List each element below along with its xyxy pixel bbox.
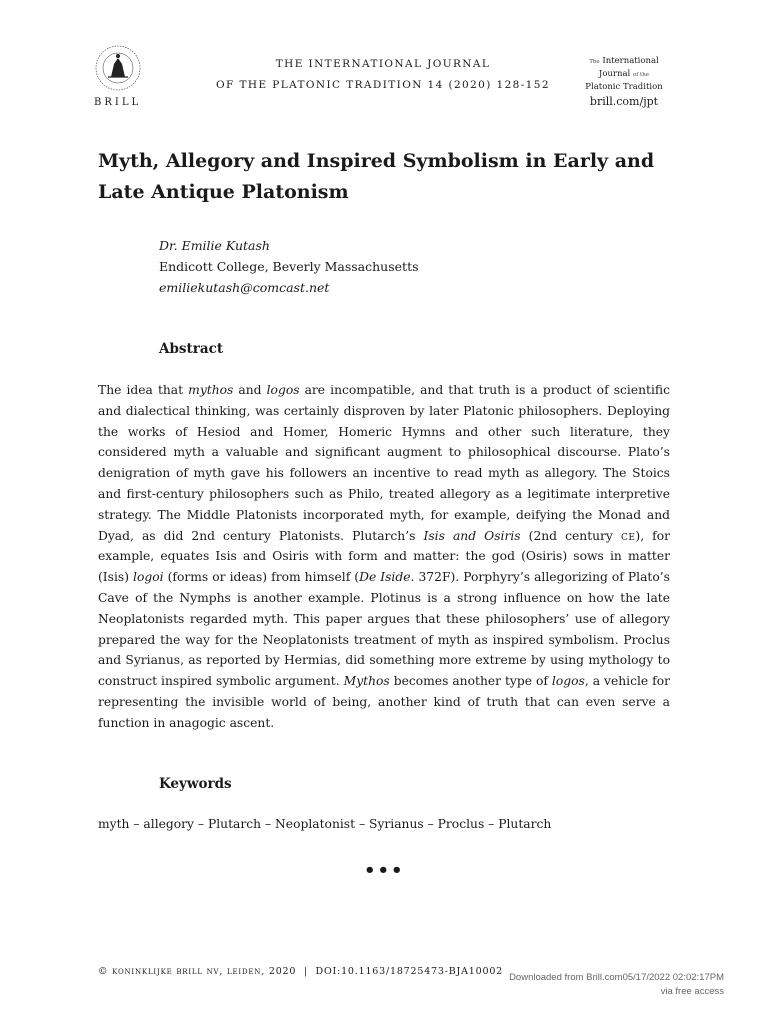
download-line1: Downloaded from Brill.com05/17/2022 02:02:17PM xyxy=(509,972,724,983)
abstract-heading: Abstract xyxy=(159,341,224,357)
author-affiliation: Endicott College, Beverly Massachusetts xyxy=(159,259,419,274)
journal-url-link[interactable]: brill.com/jpt xyxy=(589,95,659,108)
copyright-footer xyxy=(98,966,503,977)
keywords-heading: Keywords xyxy=(159,776,232,792)
author-email-link[interactable]: emiliekutash@comcast.net xyxy=(159,280,330,295)
mini-the: The xyxy=(589,59,600,65)
download-line2: via free access xyxy=(660,986,724,997)
mini-of-the: of the xyxy=(632,72,650,78)
download-watermark xyxy=(480,971,724,999)
publisher-name: BRILL xyxy=(94,97,142,108)
mini-journal: Journal xyxy=(598,69,631,79)
abstract-text: The idea that mythos and logos are incompatible, and that truth is a product of scientific and dialectical thinking, was certainly disproven by later Platonic philosophers. Deploying the works of Hesiod and Homer, Homeric Hymns and other such literature, they considered myth a valuable and significant augment to philosophical discourse. Plato’s denigration of myth gave his followers an incentive to read myth as allegory. The Stoics and first-century philosophers such as Philo, treated allegory as a legitimate interpretive strategy. The Middle Platonists incorporated myth, for example, deifying the Monad and Dyad, as did 2nd century Platonists. Plutarch’s Isis and Osiris (2nd century ce), for example, equates Isis and Osiris with form and matter: the god (Osiris) sows in matter (Isis) logoi (forms or ideas) from himself (De Iside. 372F). Porphyry’s allegorizing of Plato’s Cave of the Nymphs is another example. Plotinus is a strong influence on how the late Neoplatonists regarded myth. This paper argues that these philosophers’ use of allegory prepared the way for the Neoplatonists treatment of myth as inspired symbolism. Proclus and Syrianus, as reported by Hermias, did something more extreme by using mythology to construct inspired symbolic argument. Mythos becomes another type of logos, a vehicle for representing the invisible world of being, another kind of truth that can even serve a function in anagogic ascent. xyxy=(98,383,670,730)
article-title: Myth, Allegory and Inspired Symbolism in Early and Late Antique Platonism xyxy=(98,150,655,203)
mini-platonic: Platonic Tradition xyxy=(585,82,663,92)
doi-link[interactable]: DOI:10.1163/18725473-BJA10002 xyxy=(315,966,504,977)
journal-header-line1: THE INTERNATIONAL JOURNAL xyxy=(275,58,491,70)
author-name: Dr. Emilie Kutash xyxy=(159,238,270,253)
section-separator: ••• xyxy=(364,860,405,881)
mini-international: International xyxy=(602,56,659,66)
keywords-list: myth – allegory – Plutarch – Neoplatonist – Syrianus – Proclus – Plutarch xyxy=(98,817,552,831)
brill-seal-icon xyxy=(94,44,142,92)
journal-header-line2: OF THE PLATONIC TRADITION 14 (2020) 128-152 xyxy=(216,79,550,91)
journal-mini-title xyxy=(570,55,678,93)
journal-header xyxy=(190,54,576,96)
footer-divider: | xyxy=(303,966,308,977)
copyright-text: © koninklijke brill nv, leiden, 2020 xyxy=(98,966,297,977)
